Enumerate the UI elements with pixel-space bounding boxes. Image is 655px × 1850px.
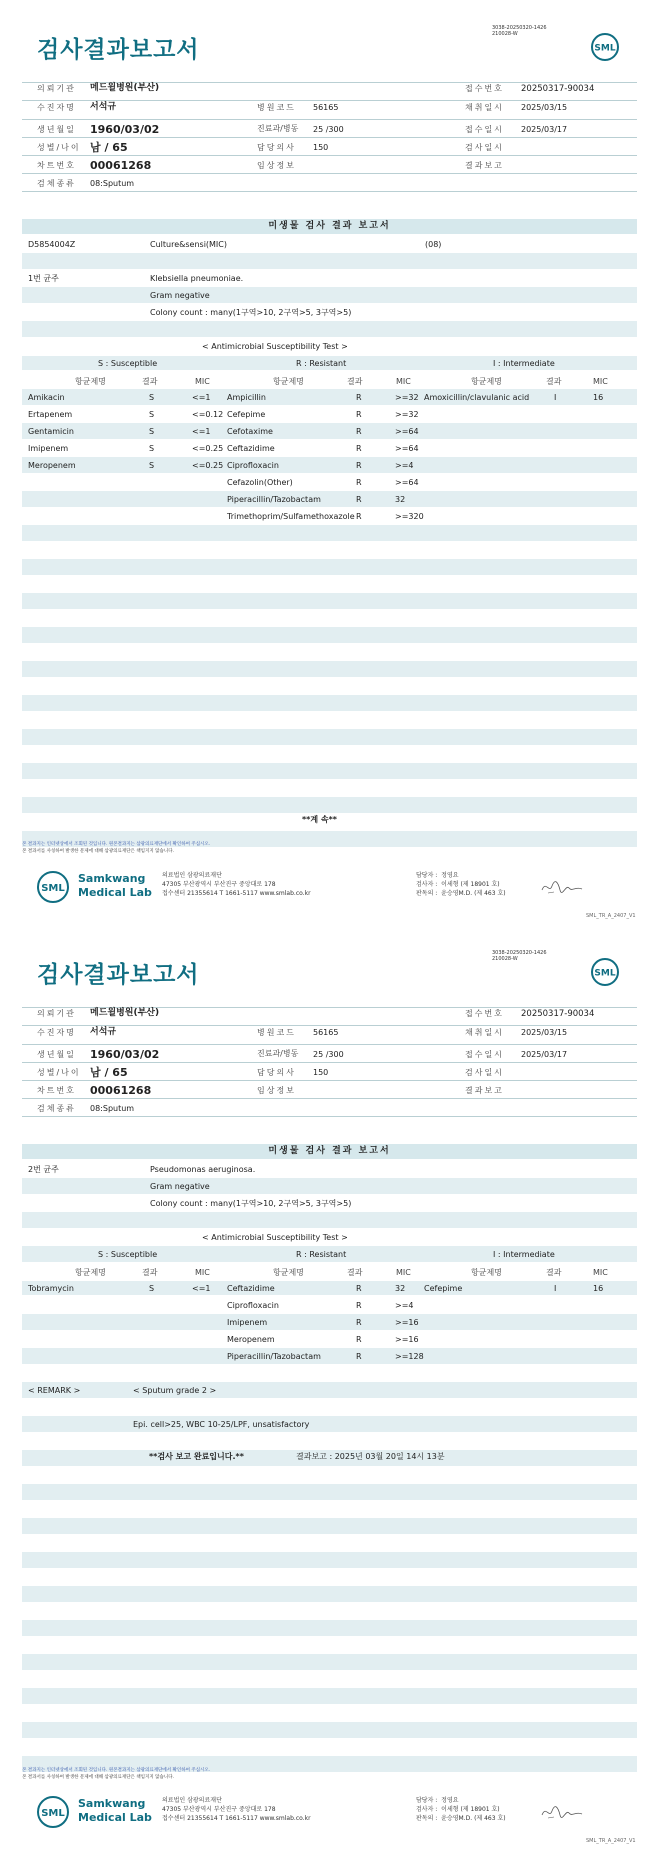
- test-suffix: (08): [425, 240, 442, 249]
- doctor-label: 담당의사: [257, 143, 296, 152]
- drug-1: Gentamicin: [28, 427, 74, 436]
- result-3: I: [554, 393, 557, 402]
- section-title: 미생물 검사 결과 보고서: [22, 219, 637, 234]
- s-legend: S : Susceptible: [98, 359, 158, 368]
- result-2: R: [356, 478, 362, 487]
- drug-2: Piperacillin/Tazobactam: [227, 495, 321, 504]
- mic-1: <=1: [192, 427, 211, 436]
- drug-2: Cefepime: [227, 410, 266, 419]
- s-legend: S : Susceptible: [98, 1250, 158, 1259]
- test-name: Culture&sensi(MIC): [150, 240, 227, 249]
- drug-2: Ceftazidime: [227, 1284, 275, 1293]
- mic-1: <=0.12: [192, 410, 224, 419]
- chart-label: 차트번호: [37, 161, 76, 170]
- mic-1: <=0.25: [192, 461, 224, 470]
- specimen-label: 검체종류: [37, 179, 76, 188]
- receipt-no: 20250317-90034: [521, 84, 595, 94]
- mic-2: 32: [395, 1284, 406, 1293]
- svg-text:SML: SML: [41, 883, 65, 894]
- report-label: 결과보고: [465, 161, 504, 170]
- report-page-2: 3038-20250320-1426 210028-W 검사결과보고서 SML 의뢰기관 메드윌병원(부산) 접수번호 20250317-90034 수진자명 서석규 병원코드 56165 채취일시 2025/03/15 생년월일 1960/03/02 진료과/병동 25 /300 접수일시 2025/03/17 성별/나이 남 / 65 담당의사 150 검사일시 차트번호 00061268 임상정보 결과보고 검체종류 08:Sputum 미생물 검사 결과 보고서 2번 균주 Pseudomonas aeruginosa. Gram negative Colony count : many(1구역>10, 2구역>5, 3구역>5) < Antimicrobial Susceptibility Test > S : Susceptible R : Resistant I : Intermediate 항균제명 결과 MIC 항균제명 결과 MIC 항균제명 결과 MIC Tobramycin S <=1 Ceftazidime R 32 Cefepime I 16 Ciprofloxacin R >=4 Imipenem R >=16 Meropenem R >=16 Piperacillin/Tazobactam R >=128 < REMARK > < Sputum grade 2 > Epi. cell>25, WBC 10-25/LPF, unsatisfactory **검사 보고 완료입니다.** 결과보고 : 2025년 03월 20일 14시 13분 본 결과지는 인터넷상에서 조회된 것입니다. 원본결과지는 삼광의료재단에서 확인하여 주십시오. 본 결과서를 사칭하여 발생한 문제에 대해 삼광의료재단은 책임지지 않습니다. SML Samkwang Medical Lab 의료법인 삼광의료재단 47305 부산광역시 부산진구 중앙대로 178 접수센터 21355614 T 1661-5117 www.smlab.co.kr 담당자 : 정영요 검사자 : 이세형 (제 18901 호) 판독의 : 윤승영M.D. (제 463 호) SML_TR_A_2407_V1: [22, 950, 636, 1844]
- colony-label: 2번 균주: [28, 1165, 59, 1174]
- mic-2: >=4: [395, 1301, 414, 1310]
- drug-1: Amikacin: [28, 393, 65, 402]
- result-3: I: [554, 1284, 557, 1293]
- drug-2: Ampicillin: [227, 393, 266, 402]
- result-1: S: [149, 393, 155, 402]
- drug-2: Ciprofloxacin: [227, 461, 279, 470]
- ast-title: < Antimicrobial Susceptibility Test >: [202, 1233, 348, 1242]
- svg-text:SML: SML: [41, 1808, 65, 1819]
- remark-text: Epi. cell>25, WBC 10-25/LPF, unsatisfactory: [133, 1420, 310, 1429]
- institution: 메드윌병원(부산): [90, 83, 160, 93]
- document-id: 3038-20250320-1426 210028-W: [492, 950, 547, 962]
- institution-label: 의뢰기관: [37, 84, 76, 93]
- dept-label: 진료과/병동: [257, 124, 299, 133]
- drug-3: Cefepime: [424, 1284, 463, 1293]
- mic-1: <=0.25: [192, 444, 224, 453]
- receipt-no-label: 접수번호: [465, 84, 504, 93]
- sexage-label: 성별/나이: [37, 143, 81, 152]
- gram-stain: Gram negative: [150, 291, 210, 300]
- report-complete: **검사 보고 완료입니다.**: [149, 1452, 244, 1461]
- organism: Klebsiella pneumoniae.: [150, 274, 244, 283]
- page-title: 검사결과보고서: [37, 37, 200, 63]
- drug-1: Imipenem: [28, 444, 69, 453]
- drug-1: Tobramycin: [28, 1284, 74, 1293]
- drug-1: Ertapenem: [28, 410, 73, 419]
- receipt-date-label: 접수일시: [465, 125, 504, 134]
- drug-2: Piperacillin/Tazobactam: [227, 1352, 321, 1361]
- continue-note: **계 속**: [302, 815, 337, 824]
- document-id: 3038-20250320-1426 210028-W: [492, 25, 547, 37]
- result-2: R: [356, 1335, 362, 1344]
- mic-2: >=64: [395, 478, 419, 487]
- signature-icon: [540, 876, 585, 898]
- drug-2: Cefotaxime: [227, 427, 273, 436]
- result-2: R: [356, 410, 362, 419]
- result-2: R: [356, 461, 362, 470]
- drug-2: Trimethoprim/Sulfamethoxazole: [227, 512, 355, 521]
- hospital-code: 56165: [313, 103, 339, 112]
- i-legend: I : Intermediate: [493, 1250, 555, 1259]
- mic-2: >=4: [395, 461, 414, 470]
- receipt-date: 2025/03/17: [521, 125, 568, 134]
- result-2: R: [356, 495, 362, 504]
- svg-text:SML: SML: [594, 968, 616, 979]
- mic-2: >=32: [395, 410, 419, 419]
- mic-3: 16: [593, 393, 604, 402]
- result-2: R: [356, 1284, 362, 1293]
- form-code: SML_TR_A_2407_V1: [586, 913, 636, 919]
- mic-2: >=16: [395, 1318, 419, 1327]
- page-title: 검사결과보고서: [37, 962, 200, 988]
- sml-logo-icon: [590, 32, 620, 62]
- result-1: S: [149, 444, 155, 453]
- mic-2: >=128: [395, 1352, 424, 1361]
- signature-icon: [540, 1801, 585, 1823]
- result-1: S: [149, 1284, 155, 1293]
- report-time: 결과보고 : 2025년 03월 20일 14시 13분: [296, 1452, 445, 1461]
- mic-2: >=64: [395, 427, 419, 436]
- mic-1: <=1: [192, 1284, 211, 1293]
- sml-logo-icon: [590, 957, 620, 987]
- svg-text:SML: SML: [594, 43, 616, 54]
- mic-2: >=16: [395, 1335, 419, 1344]
- mic-2: 32: [395, 495, 406, 504]
- mic-1: <=1: [192, 393, 211, 402]
- mic-2: >=32: [395, 393, 419, 402]
- mic-2: >=320: [395, 512, 424, 521]
- remark-label: < REMARK >: [28, 1386, 81, 1395]
- brand-line-2: Medical Lab: [78, 886, 152, 899]
- r-legend: R : Resistant: [296, 359, 347, 368]
- patient-name: 서석규: [90, 102, 117, 112]
- clinical-label: 임상정보: [257, 161, 296, 170]
- sex-age: 남 / 65: [90, 141, 128, 154]
- mic-3: 16: [593, 1284, 604, 1293]
- result-2: R: [356, 1301, 362, 1310]
- i-legend: I : Intermediate: [493, 359, 555, 368]
- patient-label: 수진자명: [37, 103, 76, 112]
- drug-2: Ciprofloxacin: [227, 1301, 279, 1310]
- result-2: R: [356, 1352, 362, 1361]
- dob: 1960/03/02: [90, 123, 160, 136]
- test-date-label: 검사일시: [465, 143, 504, 152]
- ast-title: < Antimicrobial Susceptibility Test >: [202, 342, 348, 351]
- hospital-code-label: 병원코드: [257, 103, 296, 112]
- result-2: R: [356, 1318, 362, 1327]
- remark-title: < Sputum grade 2 >: [133, 1386, 217, 1395]
- test-code: D5854004Z: [28, 240, 76, 249]
- dept: 25 /300: [313, 125, 344, 134]
- collect-date: 2025/03/15: [521, 103, 568, 112]
- drug-2: Cefazolin(Other): [227, 478, 293, 487]
- collect-date-label: 채취일시: [465, 103, 504, 112]
- result-2: R: [356, 512, 362, 521]
- doctor: 150: [313, 143, 329, 152]
- drug-1: Meropenem: [28, 461, 76, 470]
- organism: Pseudomonas aeruginosa.: [150, 1165, 256, 1174]
- result-2: R: [356, 444, 362, 453]
- mic-2: >=64: [395, 444, 419, 453]
- drug-2: Imipenem: [227, 1318, 268, 1327]
- result-1: S: [149, 410, 155, 419]
- dob-label: 생년월일: [37, 125, 76, 134]
- brand-line-1: Samkwang: [78, 872, 146, 885]
- result-1: S: [149, 461, 155, 470]
- drug-3: Amoxicillin/clavulanic acid: [424, 393, 530, 402]
- specimen: 08:Sputum: [90, 179, 135, 188]
- report-page-1: 3038-20250320-1426 210028-W 검사결과보고서 SML 의뢰기관 메드윌병원(부산) 접수번호 20250317-90034 수진자명 서석규 병원코드 56165 채취일시 2025/03/15 생년월일 1960/03/02 진료과/병동 25 /300 접수일시 2025/03/17 성별/나이 남 / 65 담당의사 150 검사일시 차트번호 00061268 임상정보 결과보고 검체종류 08:Sputum 미생물 검사 결과 보고서 D5854004Z Culture&sensi(MIC) (08) 1번 균주 Klebsiella pneumoniae. Gram negative Colony count : many(1구역>10, 2구역>5, 3구역>5) < Antimicrobial Susceptibility Test > S : Susceptible R : Resistant I : Intermediate 항균제명 결과 MIC 항균제명 결과 MIC 항균제명 결과 MIC Amikacin S <=1 Ampicillin R >=32 Amoxicillin/clavulanic acid I 16 Ertapenem S <=0.12 Cefepime R >=32 Gentamicin S <=1 Cefotaxime R >=64 Imipenem S <=0.25 Ceftazidime R >=64 Meropenem S <=0.25 Ciprofloxacin R >=4 Cefazolin(Other) R >=64 Piperacillin/Tazobactam R 32 Trimethoprim/Sulfamethoxazole R >=320 **계 속** 본 결과지는 인터넷상에서 조회된 것입니다. 원본결과지는 삼광의료재단에서 확인하여 주십시오. 본 결과서를 사칭하여 발생한 문제에 대해 삼광의료재단은 책임지지 않습니다. SML Samkwang Medical Lab 의료법인 삼광의료재단 47305 부산광역시 부산진구 중앙대로 178 접수센터 21355614 T 1661-5117 www.smlab.co.kr 담당자 : 정영요 검사자 : 이세형 (제 18901 호) 판독의 : 윤승영M.D. (제 463 호) SML_TR_A_2407_V1: [22, 25, 636, 919]
- result-1: S: [149, 427, 155, 436]
- colony-count: Colony count : many(1구역>10, 2구역>5, 3구역>5): [150, 1199, 352, 1208]
- chart-no: 00061268: [90, 159, 152, 172]
- section-title: 미생물 검사 결과 보고서: [22, 1144, 637, 1159]
- drug-2: Meropenem: [227, 1335, 275, 1344]
- drug-2: Ceftazidime: [227, 444, 275, 453]
- result-2: R: [356, 393, 362, 402]
- colony-label: 1번 균주: [28, 274, 59, 283]
- r-legend: R : Resistant: [296, 1250, 347, 1259]
- colony-count: Colony count : many(1구역>10, 2구역>5, 3구역>5): [150, 308, 352, 317]
- result-2: R: [356, 427, 362, 436]
- gram-stain: Gram negative: [150, 1182, 210, 1191]
